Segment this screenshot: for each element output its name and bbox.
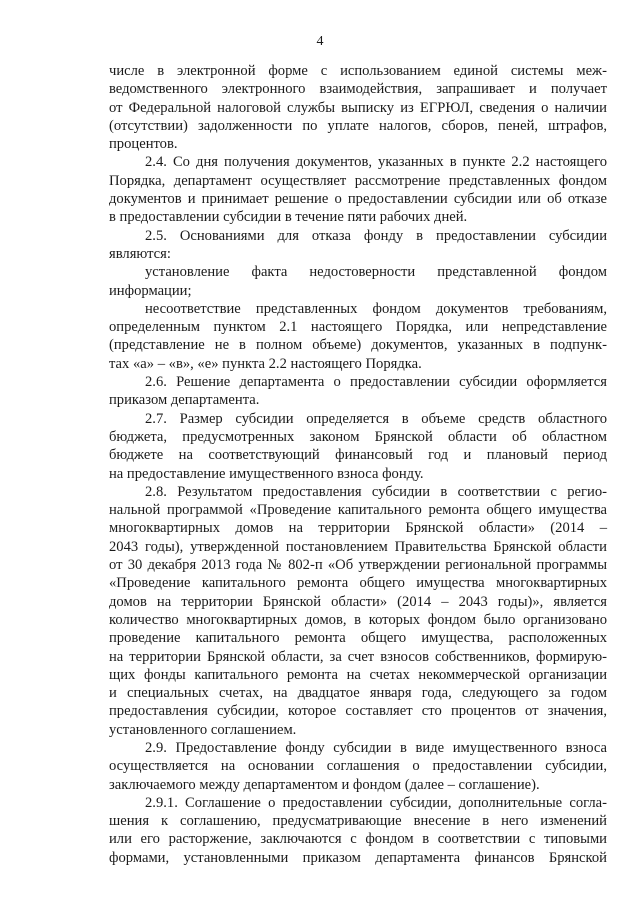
text-line: предоставления субсидии, которое составляет сто процентов от значения, [109, 703, 607, 720]
text-line: проведение капитального ремонта общего имущества, расположенных [109, 630, 607, 647]
text-line: ведомственного электронного взаимодействия, запрашивает и получает [109, 81, 607, 98]
text-line: 2.9. Предоставление фонду субсидии в виде имущественного взноса [145, 739, 607, 756]
text-line: шения к соглашению, предусматривающие внесение в него изменений [109, 813, 607, 830]
text-line: формами, установленными приказом департамента финансов Брянской [109, 849, 607, 866]
document-body [109, 62, 607, 867]
text-line: на предоставление имущественного взноса фонду. [109, 465, 424, 482]
text-line: многоквартирных домов на территории Брянской области» (2014 – [109, 520, 607, 537]
text-line: или его расторжение, заключаются с фондом в соответствии с типовыми [109, 831, 607, 848]
text-line: числе в электронной форме с использованием единой системы меж- [109, 63, 607, 79]
text-line: 2.4. Со дня получения документов, указанных в пункте 2.2 настоящего [145, 154, 607, 171]
text-line: информации; [109, 282, 192, 299]
text-line: от Федеральной налоговой службы выписку из ЕГРЮЛ, сведения о наличии [109, 99, 607, 116]
text-line: 2.9.1. Соглашение о предоставлении субсидии, дополнительные согла- [145, 794, 607, 811]
text-line: бюджета, предусмотренных законом Брянской области об областном [109, 428, 607, 445]
text-line: определенным пунктом 2.1 настоящего Порядка, или непредставление [109, 319, 607, 336]
text-line: установление факта недостоверности представленной фондом [145, 264, 607, 281]
text-line: в предоставлении субсидии в течение пяти рабочих дней. [109, 209, 468, 226]
text-line: заключаемого между департаментом и фондом (далее – соглашение). [109, 776, 540, 793]
text-line: процентов. [109, 136, 178, 153]
text-line: «Проведение капитального ремонта общего имущества многоквартирных [109, 575, 607, 592]
text-line: нальной программой «Проведение капитального ремонта общего имущества [109, 502, 607, 519]
text-line: и специальных счетах, на двадцатое января года, следующего за годом [109, 685, 607, 702]
text-line: приказом департамента. [109, 392, 260, 409]
text-line: осуществляется на основании соглашения о предоставлении субсидии, [109, 758, 607, 775]
text-line: количество многоквартирных домов, в которых фондом было организовано [109, 611, 607, 628]
text-line: установленного соглашением. [109, 721, 297, 738]
text-line: (отсутствии) задолженности по уплате налогов, сборов, пеней, штрафов, [109, 117, 607, 134]
text-line: 2.7. Размер субсидии определяется в объеме средств областного [145, 410, 607, 427]
text-line: домов на территории Брянской области» (2014 – 2043 годы)», является [109, 593, 607, 610]
text-line: документов и принимает решение о предоставлении субсидии или об отказе [109, 191, 607, 208]
text-line: 2043 годы), утвержденной постановлением Правительства Брянской области [109, 538, 607, 555]
text-line: 2.5. Основаниями для отказа фонду в предоставлении субсидии [145, 227, 607, 244]
text-line: являются: [109, 245, 171, 262]
text-line: (представление не в полном объеме) документов, указанных в подпунк- [109, 337, 607, 354]
text-line: на территории Брянской области, за счет взносов собственников, формирую- [109, 648, 607, 665]
text-line: несоответствие представленных фондом документов требованиям, [145, 300, 607, 317]
text-line: Порядка, департамент осуществляет рассмотрение представленных фондом [109, 172, 607, 189]
text-line: от 30 декабря 2013 года № 802-п «Об утверждении региональной программы [109, 557, 607, 574]
text-line: 2.6. Решение департамента о предоставлении субсидии оформляется [145, 374, 607, 391]
text-line: 2.8. Результатом предоставления субсидии в соответствии с регио- [145, 483, 607, 500]
page-number: 4 [316, 34, 324, 49]
text-line: бюджете на соответствующий финансовый год и плановый период [109, 447, 607, 464]
text-line: щих фонды капитального ремонта на счетах некоммерческой организации [109, 666, 607, 683]
text-line: тах «а» – «в», «е» пункта 2.2 настоящего Порядка. [109, 355, 422, 372]
